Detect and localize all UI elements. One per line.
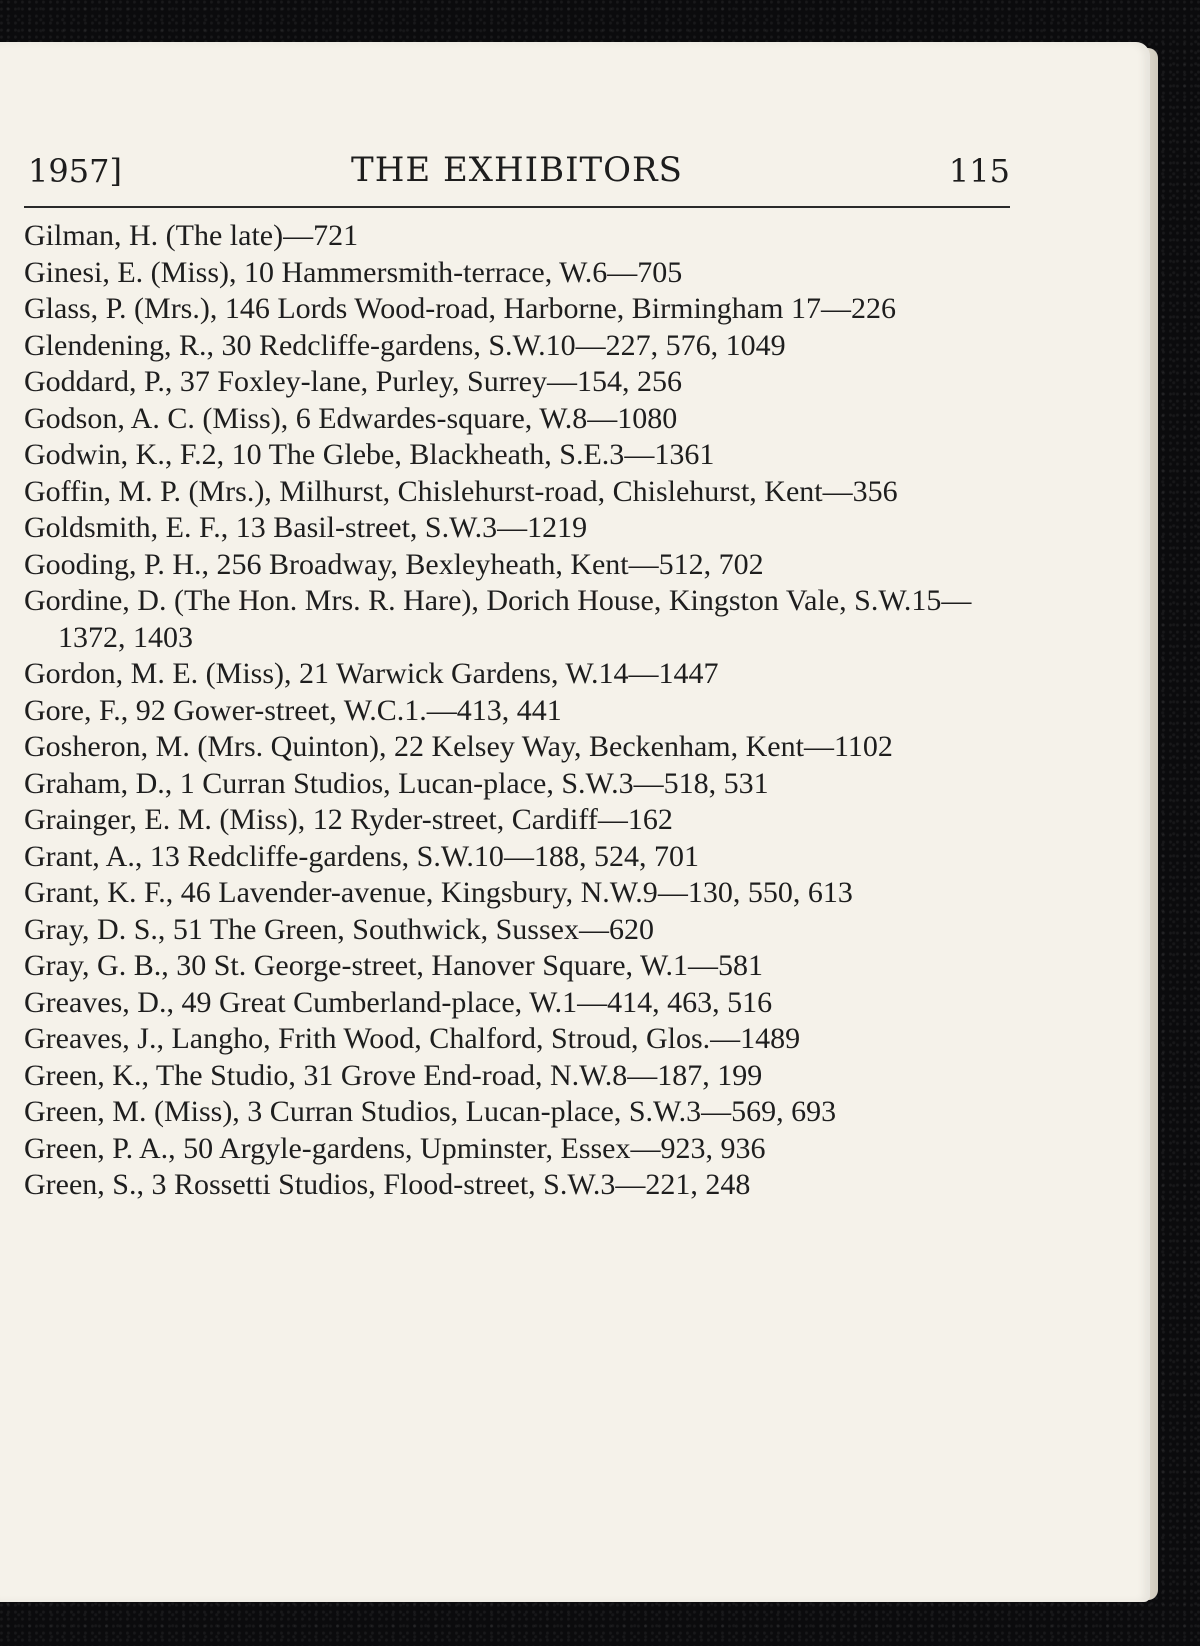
exhibitor-address: The Studio, 31 Grove End-road, N.W.8 (155, 1058, 628, 1092)
page-number: 115 (948, 152, 1010, 190)
header-year: 1957] (28, 152, 122, 190)
separator-dash: — (587, 401, 618, 435)
exhibitor-name: Greaves, J., (24, 1022, 164, 1055)
exhibitor-address: 92 Gower-street, W.C.1. (135, 693, 427, 727)
page-title: THE EXHIBITORS (351, 150, 683, 190)
exhibitor-name: Gooding, P. H., (24, 547, 210, 581)
separator-dash: — (615, 1168, 646, 1201)
catalogue-numbers: 226 (850, 292, 896, 325)
exhibitor-name: Goddard, P., (24, 365, 173, 398)
exhibitor-list (24, 218, 1016, 1204)
exhibitor-entry (24, 291, 1016, 328)
separator-dash: — (941, 584, 972, 617)
separator-dash: — (624, 438, 655, 471)
catalogue-numbers: 923, 936 (660, 1131, 766, 1165)
exhibitor-address: Langho, Frith Wood, Chalford, Stroud, Glos. (171, 1022, 711, 1055)
catalogue-numbers: 1372, 1403 (58, 620, 193, 654)
exhibitor-address: 51 The Green, Southwick, Sussex (172, 912, 579, 946)
exhibitor-address: (Miss), 21 Warwick Gardens, W.14 (205, 657, 629, 690)
separator-dash: — (688, 949, 719, 982)
exhibitor-entry (24, 1058, 1016, 1095)
exhibitor-address: (Mrs.), 146 Lords Wood-road, Harborne, Birmingham 17 (134, 292, 821, 325)
separator-dash: — (701, 1095, 732, 1128)
exhibitor-address: 13 Basil-street, S.W.3 (235, 511, 498, 544)
separator-dash: — (497, 511, 528, 544)
exhibitor-name: Gilman, H. (24, 219, 159, 252)
exhibitor-entry (24, 1021, 1016, 1058)
exhibitor-name: Greaves, D., (24, 985, 174, 1019)
exhibitor-name: Gray, D. S., (24, 912, 166, 946)
exhibitor-address: (Mrs.), Milhurst, Chislehurst-road, Chislehurst, Kent (188, 474, 823, 508)
exhibitor-entry (24, 1094, 1016, 1131)
exhibitor-address: 13 Redcliffe-gardens, S.W.10 (149, 839, 504, 873)
exhibitor-name: Goldsmith, E. F., (24, 511, 229, 544)
exhibitor-address: 256 Broadway, Bexleyheath, Kent (216, 547, 629, 581)
separator-dash: — (578, 912, 609, 946)
catalogue-numbers: 569, 693 (731, 1095, 837, 1128)
catalogue-numbers: 162 (627, 803, 673, 836)
exhibitor-entry (24, 1167, 1016, 1204)
catalogue-numbers: 1361 (654, 438, 715, 471)
exhibitor-name: Gordine, D. (24, 584, 167, 617)
exhibitor-name: Godson, A. C. (24, 401, 195, 435)
separator-dash: — (597, 803, 628, 836)
separator-dash: — (628, 547, 659, 581)
exhibitor-entry (24, 547, 1016, 584)
catalogue-numbers: 1489 (740, 1022, 801, 1055)
exhibitor-name: Ginesi, E. (24, 255, 144, 289)
exhibitor-entry (24, 328, 1016, 365)
separator-dash: — (710, 1022, 741, 1055)
separator-dash: — (607, 255, 638, 289)
catalogue-numbers: 187, 199 (657, 1058, 763, 1092)
exhibitor-address: (The Hon. Mrs. R. Hare), Dorich House, Kingston Vale, S.W.15 (173, 584, 942, 617)
separator-dash: — (820, 292, 851, 325)
exhibitor-entry (24, 766, 1016, 803)
exhibitor-entry (24, 255, 1016, 292)
separator-dash: — (547, 365, 577, 398)
exhibitor-entry (24, 875, 1016, 912)
exhibitor-entry (24, 583, 1016, 656)
exhibitor-name: Gosheron, M. (24, 730, 190, 763)
exhibitor-name: Gray, G. B., (24, 949, 169, 982)
running-header (24, 150, 1010, 208)
exhibitor-name: Green, S., (24, 1168, 144, 1201)
exhibitor-entry (24, 656, 1016, 693)
exhibitor-address: (Mrs. Quinton), 22 Kelsey Way, Beckenham, Kent (197, 730, 804, 763)
exhibitor-address: 1 Curran Studios, Lucan-place, S.W.3 (179, 766, 634, 800)
exhibitor-entry (24, 729, 1016, 766)
exhibitor-name: Glass, P. (24, 292, 127, 325)
separator-dash: — (575, 328, 606, 362)
catalogue-numbers: 1219 (527, 511, 588, 544)
exhibitor-address: 3 Rossetti Studios, Flood-street, S.W.3 (151, 1168, 616, 1201)
separator-dash: — (822, 474, 853, 508)
separator-dash: — (657, 876, 688, 909)
catalogue-numbers: 721 (313, 219, 359, 252)
catalogue-numbers: 356 (852, 474, 898, 508)
exhibitor-address: 30 St. George-street, Hanover Square, W.1 (176, 949, 689, 982)
exhibitor-entry (24, 802, 1016, 839)
catalogue-numbers: 1447 (658, 657, 719, 690)
catalogue-numbers: 581 (718, 949, 764, 982)
exhibitor-entry (24, 839, 1016, 876)
exhibitor-entry (24, 218, 1016, 255)
catalogue-numbers: 705 (637, 255, 683, 289)
exhibitor-name: Grant, K. F., (24, 876, 174, 909)
exhibitor-address: (The late) (165, 219, 284, 252)
separator-dash: — (803, 730, 834, 763)
exhibitor-entry (24, 474, 1016, 511)
separator-dash: — (426, 693, 457, 727)
exhibitor-address: (Miss), 12 Ryder-street, Cardiff (219, 803, 598, 836)
separator-dash: — (627, 1058, 658, 1092)
exhibitor-name: Green, K., (24, 1058, 149, 1092)
exhibitor-address: (Miss), 3 Curran Studios, Lucan-place, S.W.3 (153, 1095, 702, 1128)
exhibitor-entry (24, 401, 1016, 438)
separator-dash: — (283, 219, 314, 252)
exhibitor-entry (24, 1131, 1016, 1168)
exhibitor-entry (24, 985, 1016, 1022)
exhibitor-entry (24, 948, 1016, 985)
catalogue-numbers: 227, 576, 1049 (605, 328, 786, 362)
exhibitor-entry (24, 364, 1016, 401)
exhibitor-name: Goffin, M. P. (24, 474, 181, 508)
separator-dash: — (577, 985, 608, 1019)
exhibitor-address: (Miss), 6 Edwardes-square, W.8 (202, 401, 588, 435)
catalogue-numbers: 188, 524, 701 (533, 839, 699, 873)
separator-dash: — (503, 839, 534, 873)
separator-dash: — (628, 657, 659, 690)
exhibitor-address: 49 Great Cumberland-place, W.1 (181, 985, 578, 1019)
catalogue-numbers: 1102 (833, 730, 893, 763)
exhibitor-name: Godwin, K., (24, 438, 173, 471)
exhibitor-name: Green, M. (24, 1095, 147, 1128)
catalogue-numbers: 512, 702 (658, 547, 764, 581)
exhibitor-name: Gordon, M. E. (24, 657, 199, 690)
catalogue-numbers: 518, 531 (663, 766, 769, 800)
catalogue-numbers: 413, 441 (456, 693, 562, 727)
exhibitor-name: Gore, F., (24, 693, 129, 727)
separator-dash: — (633, 766, 664, 800)
exhibitor-address: 37 Foxley-lane, Purley, Surrey (179, 365, 547, 398)
exhibitor-entry (24, 437, 1016, 474)
exhibitor-entry (24, 693, 1016, 730)
exhibitor-entry (24, 510, 1016, 547)
exhibitor-address: (Miss), 10 Hammersmith-terrace, W.6 (150, 255, 608, 289)
catalogue-numbers: 154, 256 (577, 365, 682, 398)
catalogue-numbers: 221, 248 (645, 1168, 751, 1201)
exhibitor-name: Grainger, E. M. (24, 803, 212, 836)
exhibitor-name: Grant, A., (24, 839, 143, 873)
exhibitor-name: Glendening, R., (24, 328, 214, 362)
exhibitor-name: Green, P. A., (24, 1131, 176, 1165)
catalogue-numbers: 1080 (617, 401, 678, 435)
catalogue-numbers: 130, 550, 613 (687, 876, 853, 909)
exhibitor-address: 46 Lavender-avenue, Kingsbury, N.W.9 (180, 876, 658, 909)
exhibitor-address: 50 Argyle-gardens, Upminster, Essex (183, 1131, 631, 1165)
exhibitor-entry (24, 912, 1016, 949)
catalogue-numbers: 414, 463, 516 (607, 985, 773, 1019)
exhibitor-address: F.2, 10 The Glebe, Blackheath, S.E.3 (179, 438, 625, 471)
exhibitor-address: 30 Redcliffe-gardens, S.W.10 (221, 328, 576, 362)
exhibitor-name: Graham, D., (24, 766, 173, 800)
catalogue-numbers: 620 (608, 912, 654, 946)
separator-dash: — (630, 1131, 661, 1165)
